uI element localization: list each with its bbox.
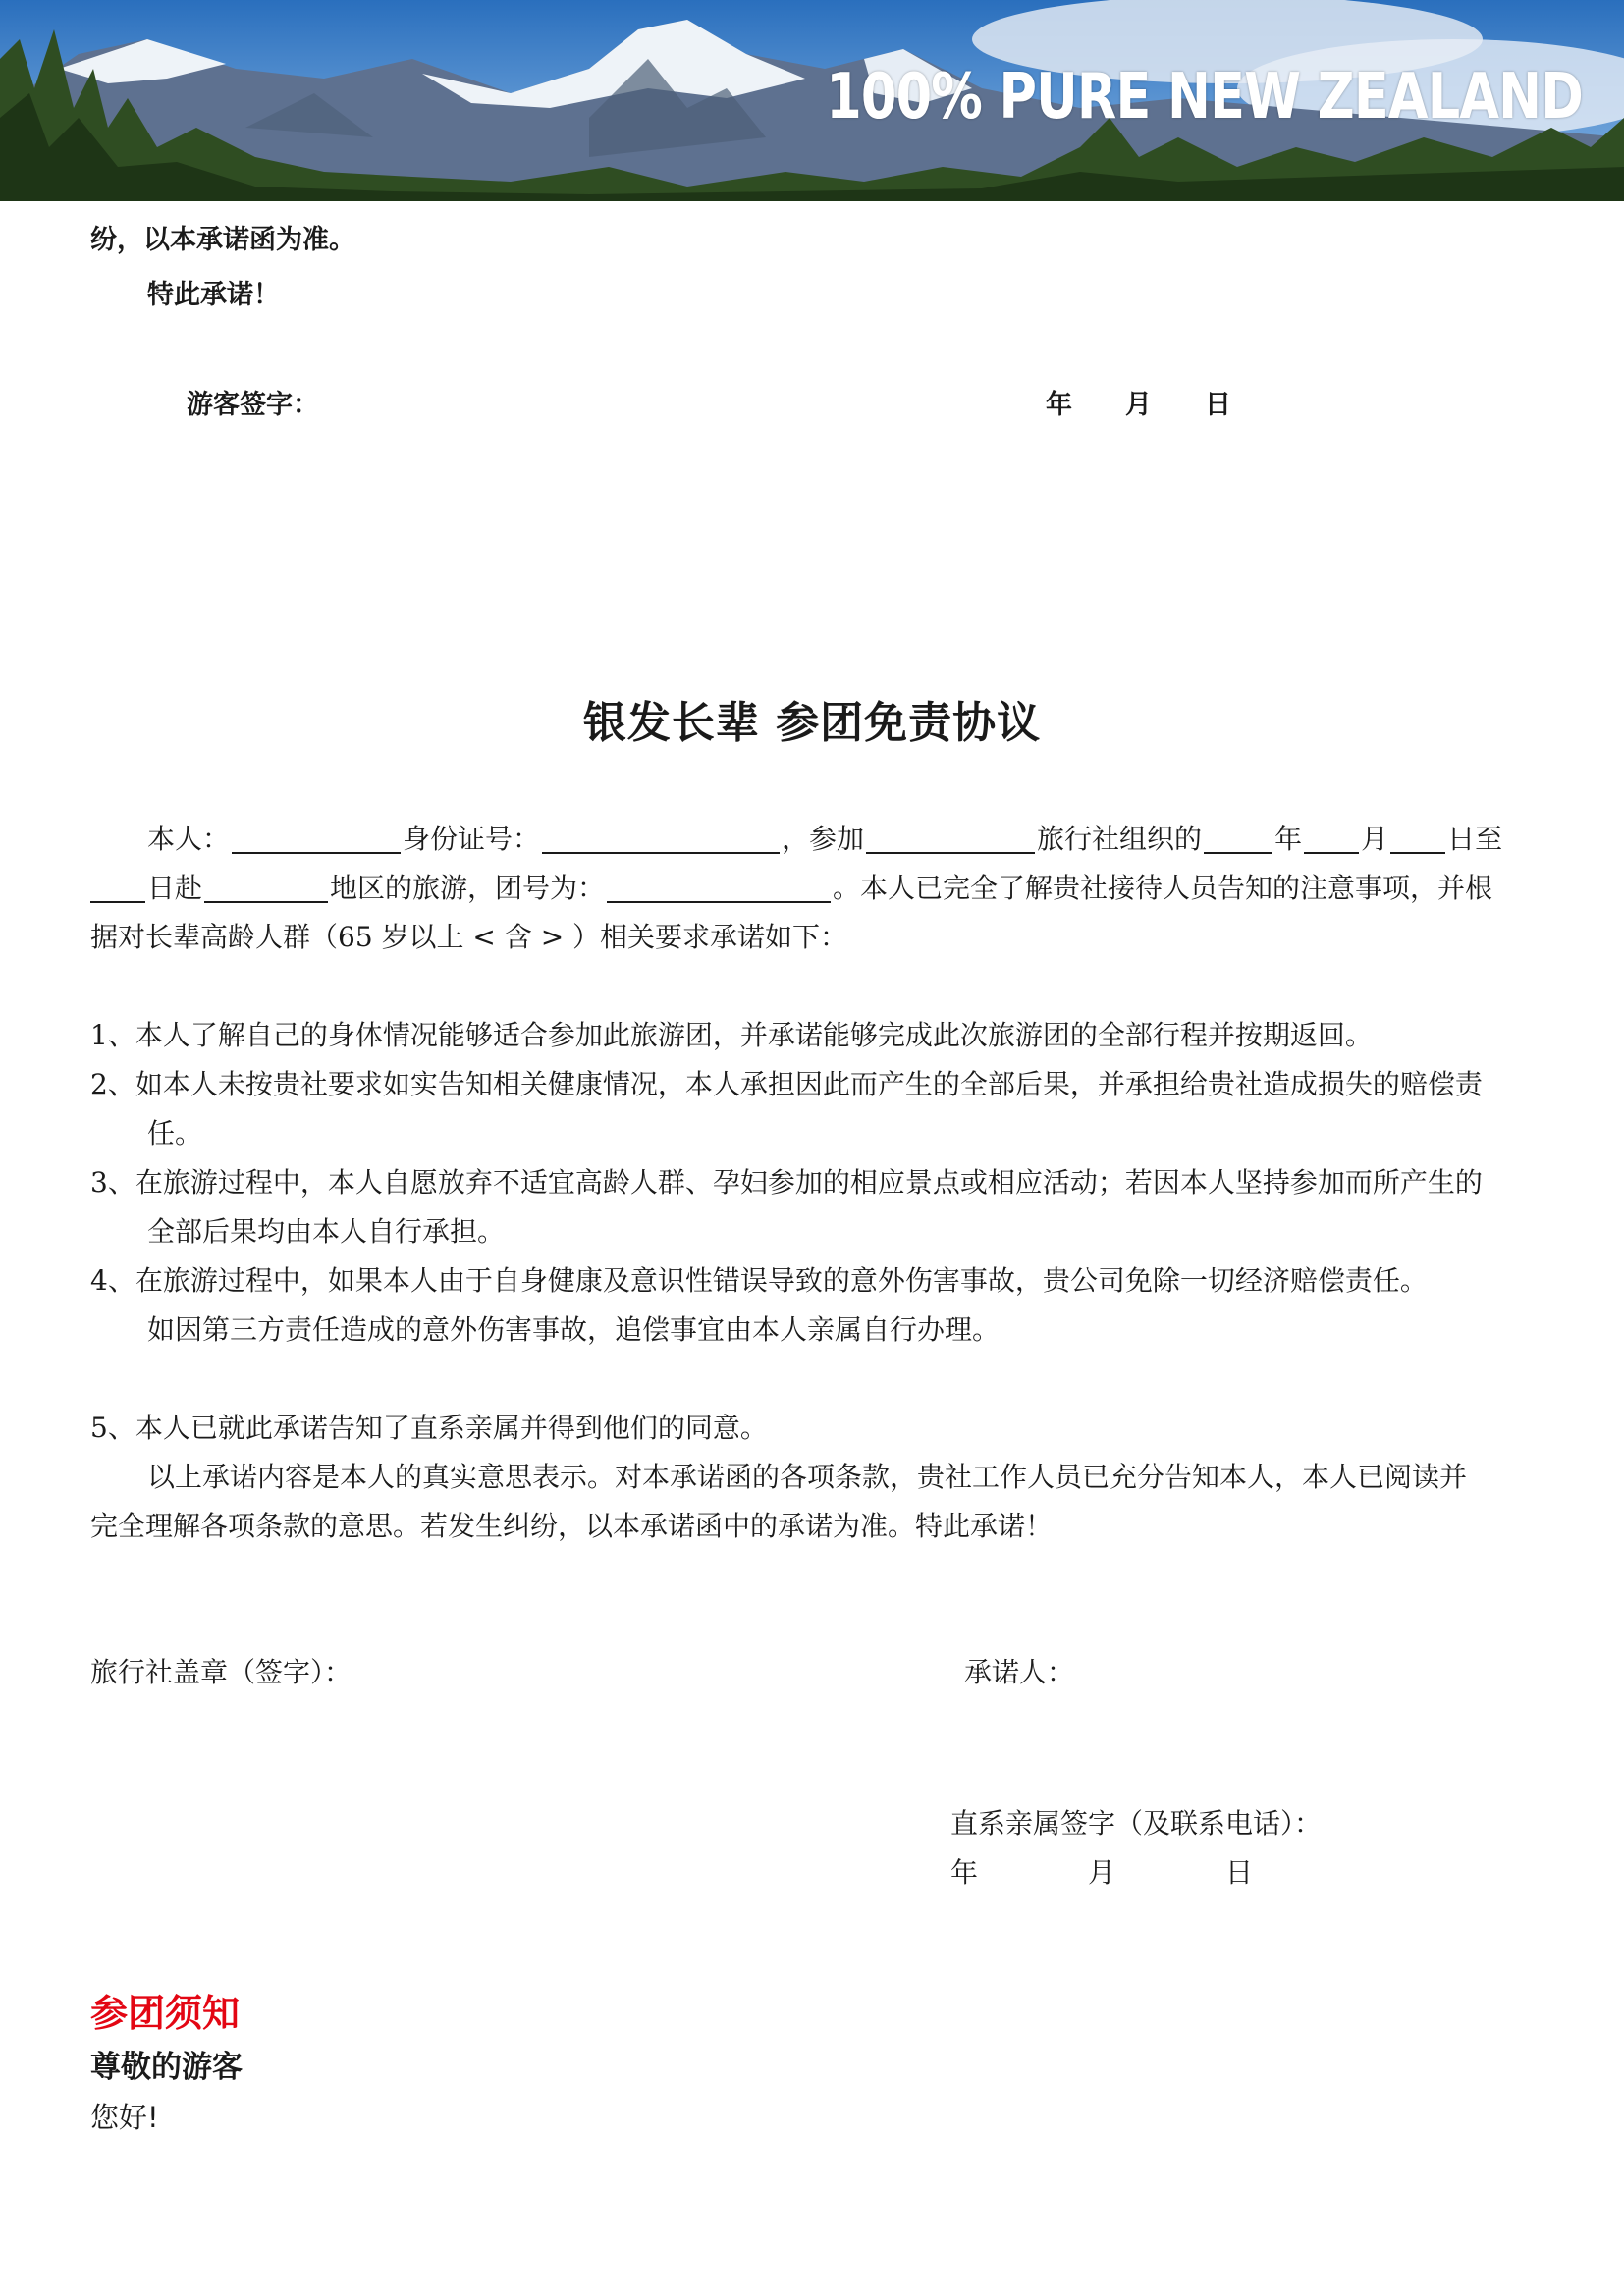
intro-text: 年 xyxy=(1274,823,1303,855)
carryover-statement: 特此承诺！ xyxy=(147,280,280,310)
banner-slogan: 100% PURE NEW ZEALAND xyxy=(826,61,1583,133)
agency-blank[interactable] xyxy=(866,823,1035,854)
notice-title: 参团须知 xyxy=(90,1992,241,2035)
intro-text: 。本人已完全了解贵社接待人员告知的注意事项，并根 xyxy=(833,872,1493,904)
header-banner xyxy=(0,0,1624,201)
closing-statement-continued: 完全理解各项条款的意思。若发生纠纷，以本承诺函中的承诺为准。特此承诺！ xyxy=(90,1510,1054,1542)
tourist-signature-label: 游客签字： xyxy=(187,390,319,420)
item-1: 1、本人了解自己的身体情况能够适合参加此旅游团，并承诺能够完成此次旅游团的全部行程并按期返回。 xyxy=(90,1019,1373,1051)
agreement-title: 银发长辈 参团免责协议 xyxy=(582,698,1042,748)
id-number-blank[interactable] xyxy=(542,823,780,854)
item-4: 4、在旅游过程中，如果本人由于自身健康及意识性错误导致的意外伤害事故，贵公司免除一切经济赔偿责任。 xyxy=(90,1264,1428,1297)
intro-text: ，参加 xyxy=(782,823,865,855)
intro-text: 地区的旅游，团号为： xyxy=(330,872,606,904)
notice-greeting: 尊敬的游客 xyxy=(90,2050,243,2085)
intro-text: 日赴 xyxy=(147,872,203,904)
group-number-blank[interactable] xyxy=(607,872,831,903)
item-2-continued: 任。 xyxy=(147,1117,203,1149)
item-3: 3、在旅游过程中，本人自愿放弃不适宜高龄人群、孕妇参加的相应景点或相应活动；若因本人坚持参加而所产生的 xyxy=(90,1166,1483,1199)
start-day-blank[interactable] xyxy=(1390,823,1445,854)
intro-text: 旅行社组织的 xyxy=(1037,823,1203,855)
agreement-intro xyxy=(90,815,1524,962)
start-year-blank[interactable] xyxy=(1204,823,1272,854)
item-5: 5、本人已就此承诺告知了直系亲属并得到他们的同意。 xyxy=(90,1412,768,1444)
intro-text: 身份证号： xyxy=(403,823,541,855)
notice-hello: 您好! xyxy=(90,2101,159,2134)
name-blank[interactable] xyxy=(232,823,401,854)
intro-text: 月 xyxy=(1361,823,1389,855)
carryover-line: 纷，以本承诺函为准。 xyxy=(90,225,355,255)
end-day-blank[interactable] xyxy=(90,872,145,903)
region-blank[interactable] xyxy=(204,872,328,903)
item-2: 2、如本人未按贵社要求如实告知相关健康情况，本人承担因此而产生的全部后果，并承担给贵社造成损失的赔偿责 xyxy=(90,1068,1483,1100)
closing-statement: 以上承诺内容是本人的真实意思表示。对本承诺函的各项条款，贵社工作人员已充分告知本人，本人已阅读并 xyxy=(147,1461,1468,1493)
intro-text: 日至 xyxy=(1447,823,1503,855)
tourist-signature-date: 年 月 日 xyxy=(1046,390,1231,420)
item-4-continued: 如因第三方责任造成的意外伤害事故，追偿事宜由本人亲属自行办理。 xyxy=(147,1313,1001,1346)
intro-text: 本人： xyxy=(147,823,231,855)
agreement-items xyxy=(90,1011,1524,1551)
relative-signature-date: 年 月 日 xyxy=(950,1856,1254,1889)
intro-text: 据对长辈高龄人群（65 岁以上 < 含 > ）相关要求承诺如下： xyxy=(90,921,848,953)
item-3-continued: 全部后果均由本人自行承担。 xyxy=(147,1215,506,1248)
agency-seal-label: 旅行社盖章（签字）： xyxy=(90,1656,352,1688)
relative-signature-label: 直系亲属签字（及联系电话）： xyxy=(950,1807,1323,1840)
start-month-blank[interactable] xyxy=(1304,823,1359,854)
promisor-label: 承诺人： xyxy=(964,1656,1075,1688)
